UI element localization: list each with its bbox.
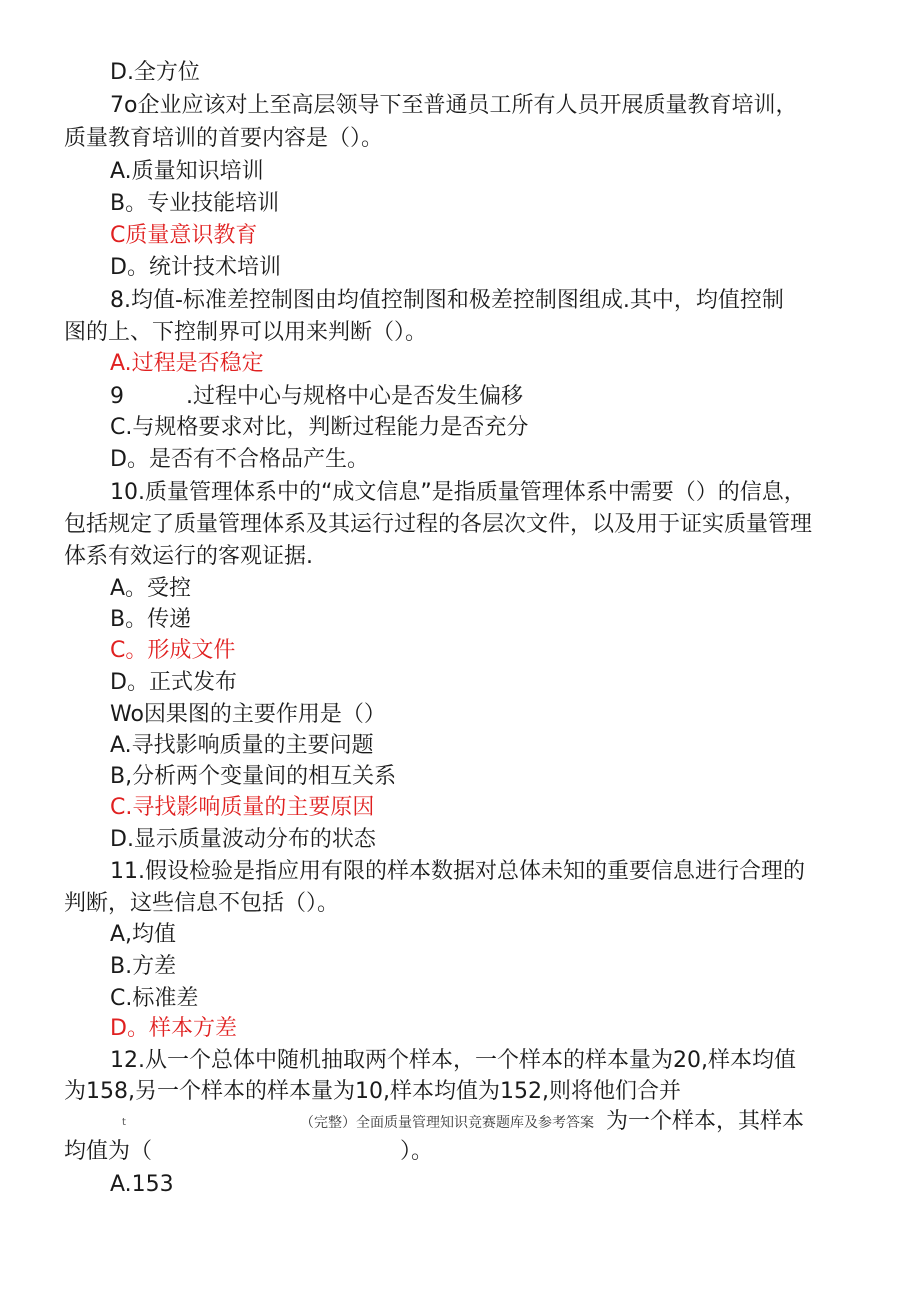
- question-12-line-1: 12.从一个总体中随机抽取两个样本，一个样本的样本量为20,样本均值: [110, 1048, 796, 1073]
- question-10-line-1: 10.质量管理体系中的“成文信息”是指质量管理体系中需要（）的信息，: [110, 480, 806, 505]
- question-11-line-2: 判断，这些信息不包括（）。: [64, 891, 340, 916]
- question-w-option-b: B,分析两个变量间的相互关系: [110, 764, 397, 789]
- question-10-line-2: 包括规定了质量管理体系及其运行过程的各层次文件，以及用于证实质量管理: [64, 512, 813, 537]
- question-8-option-9-number: 9: [110, 384, 124, 409]
- question-8-option-b: .过程中心与规格中心是否发生偏移: [186, 384, 523, 409]
- question-11-line-1: 11.假设检验是指应用有限的样本数据对总体未知的重要信息进行合理的: [110, 859, 805, 884]
- question-7-option-c-answer: C质量意识教育: [110, 223, 258, 248]
- question-8-option-d: D。是否有不合格品产生。: [110, 447, 369, 472]
- question-7-line-1: 7o企业应该对上至高层领导下至普通员工所有人员开展质量教育培训，: [110, 93, 798, 118]
- question-11-option-d-answer: D。样本方差: [110, 1016, 237, 1041]
- question-7-option-b: B。专业技能培训: [110, 191, 280, 216]
- question-11-option-c: C.标准差: [110, 986, 199, 1011]
- question-8-line-1: 8.均值-标准差控制图由均值控制图和极差控制图组成.其中，均值控制: [110, 288, 784, 313]
- question-7-option-a: A.质量知识培训: [110, 159, 264, 184]
- question-12-line-2: 为158,另一个样本的样本量为10,样本均值为152,则将他们合并: [64, 1079, 681, 1104]
- question-8-line-2: 图的上、下控制界可以用来判断（）。: [64, 320, 428, 345]
- question-10-option-c-answer: C。形成文件: [110, 638, 236, 663]
- document-title-overlay: （完整）全面质量管理知识竞赛题库及参考答案: [300, 1115, 594, 1131]
- question-10-option-d: D。正式发布: [110, 670, 237, 695]
- question-w-option-c-answer: C.寻找影响质量的主要原因: [110, 795, 375, 820]
- question-11-option-b: B.方差: [110, 954, 177, 979]
- question-7-option-d: D。统计技术培训: [110, 255, 281, 280]
- question-8-option-c: C.与规格要求对比，判断过程能力是否充分: [110, 415, 529, 440]
- question-12-option-a: A.153: [110, 1172, 174, 1197]
- question-7-line-2: 质量教育培训的首要内容是（）。: [64, 126, 384, 151]
- question-10-option-b: B。传递: [110, 607, 192, 632]
- question-12-line-3: 为一个样本，其样本: [606, 1109, 805, 1134]
- question-10-option-a: A。受控: [110, 576, 192, 601]
- question-10-line-3: 体系有效运行的客观证据.: [64, 544, 313, 569]
- question-w-stem: Wo因果图的主要作用是（）: [110, 702, 386, 727]
- question-12-line-4-end: ）。: [400, 1139, 434, 1164]
- question-w-option-d: D.显示质量波动分布的状态: [110, 827, 376, 852]
- question-8-option-a-answer: A.过程是否稳定: [110, 351, 264, 376]
- question-11-option-a: A,均值: [110, 922, 177, 947]
- stray-mark: t: [122, 1117, 126, 1128]
- option-d-omnidirectional: D.全方位: [110, 60, 200, 85]
- question-w-option-a: A.寻找影响质量的主要问题: [110, 733, 374, 758]
- question-12-line-4-start: 均值为（: [64, 1139, 153, 1164]
